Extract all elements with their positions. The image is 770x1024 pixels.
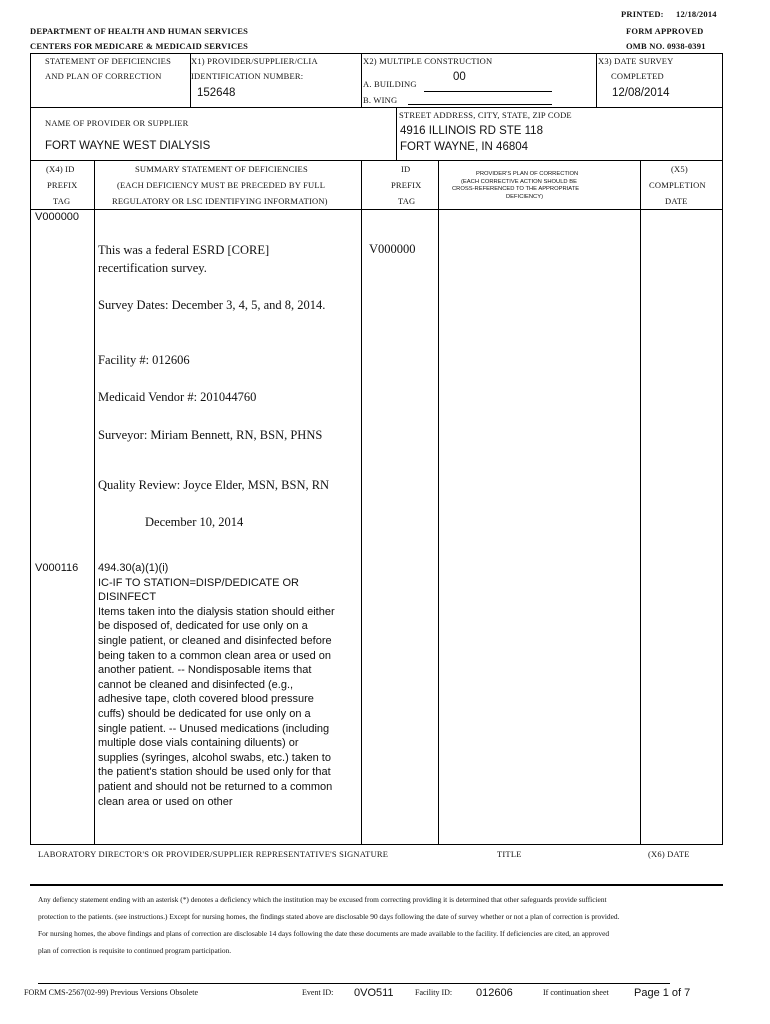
prefix-tag-v000116: V000116 [35, 562, 79, 574]
survey-completed-date: 12/08/2014 [612, 87, 670, 99]
statement-label-1: STATEMENT OF DEFICIENCIES [45, 56, 172, 66]
plan-header-2: (EACH CORRECTIVE ACTION SHOULD BE [461, 179, 577, 185]
x5-header-2: COMPLETION [649, 180, 706, 190]
omb-number: OMB NO. 0938-0391 [626, 41, 706, 51]
review-date: December 10, 2014 [145, 515, 244, 529]
id-header-2: PREFIX [391, 180, 422, 190]
summary-header-2: (EACH DEFICIENCY MUST BE PRECEDED BY FULL [117, 180, 326, 190]
x4-header-1: (X4) ID [46, 164, 75, 174]
wing-label: B. WING [363, 95, 398, 105]
statement-label-2: AND PLAN OF CORRECTION [45, 71, 162, 81]
centers-name: CENTERS FOR MEDICARE & MEDICAID SERVICES [30, 41, 249, 51]
page-number: Page 1 of 7 [634, 987, 691, 999]
event-id-label: Event ID: [302, 988, 334, 997]
address-line-2: FORT WAYNE, IN 46804 [400, 141, 529, 153]
x3-label-1: X3) DATE SURVEY [598, 56, 674, 66]
surveyor: Surveyor: Miriam Bennett, RN, BSN, PHNS [98, 428, 323, 442]
x6-date-label: (X6) DATE [648, 849, 690, 859]
plan-header-4: DEFICIENCY) [506, 194, 544, 200]
form-approved: FORM APPROVED [626, 26, 704, 36]
provider-name-label: NAME OF PROVIDER OR SUPPLIER [45, 118, 189, 128]
id-header-3: TAG [398, 196, 416, 206]
x2-label: X2) MULTIPLE CONSTRUCTION [363, 56, 493, 66]
prefix-tag-v000000: V000000 [35, 211, 80, 223]
survey-dates: Survey Dates: December 3, 4, 5, and 8, 2014. [98, 298, 326, 312]
address-label: STREET ADDRESS, CITY, STATE, ZIP CODE [399, 110, 572, 120]
id-header-1: ID [401, 164, 411, 174]
regulation-title: IC-IF TO STATION=DISP/DEDICATE OR DISINFECT [98, 576, 299, 604]
regulation-text: Items taken into the dialysis station should either be disposed of, dedicated for use only on a single patient, or cleaned and disinfected before being taken to a common clean area or used on another patient. -- Nondisposable items that cannot be cleaned and disinfected (e.g., adhesive tape, cloth covered blood pressure cuffs) should be dedicated for use only on a single patient. -- Unused medications (including multiple dose vials containing diluents) or supplies (syringes, alcohol swabs, etc.) taken to the patient's station should be used only for that patient and should not be returned to a common clean area or used on other [98, 605, 335, 808]
summary-header-1: SUMMARY STATEMENT OF DEFICIENCIES [135, 164, 308, 174]
summary-header-3: REGULATORY OR LSC IDENTIFYING INFORMATION) [112, 196, 328, 206]
building-value: 00 [453, 71, 466, 83]
id-tag-v000000: V000000 [369, 242, 416, 256]
director-signature-label: LABORATORY DIRECTOR'S OR PROVIDER/SUPPLIER REPRESENTATIVE'S SIGNATURE [38, 849, 389, 859]
regulation-reference: 494.30(a)(1)(i) [98, 562, 169, 574]
plan-header-3: CROSS-REFERENCED TO THE APPROPRIATE [452, 186, 580, 192]
event-id-value: 0VO511 [354, 987, 394, 999]
facility-number: Facility #: 012606 [98, 353, 190, 367]
x4-header-2: PREFIX [47, 180, 78, 190]
title-label: TITLE [497, 849, 522, 859]
x5-header-3: DATE [665, 196, 688, 206]
x4-header-3: TAG [53, 196, 71, 206]
plan-header-1: PROVIDER'S PLAN OF CORRECTION [476, 171, 579, 177]
address-line-1: 4916 ILLINOIS RD STE 118 [400, 125, 543, 137]
x1-label-2: IDENTIFICATION NUMBER: [191, 71, 304, 81]
facility-id-value: 012606 [476, 987, 513, 999]
form-number: FORM CMS-2567(02-99) Previous Versions Obsolete [24, 988, 199, 997]
provider-name: FORT WAYNE WEST DIALYSIS [45, 140, 211, 152]
building-label: A. BUILDING [363, 79, 417, 89]
x1-label-1: X1) PROVIDER/SUPPLIER/CLIA [191, 56, 318, 66]
facility-id-label: Facility ID: [415, 988, 453, 997]
x5-header-1: (X5) [671, 164, 688, 174]
provider-id-number: 152648 [197, 87, 236, 99]
survey-intro: This was a federal ESRD [CORE] recertification survey. [98, 243, 270, 275]
medicaid-vendor: Medicaid Vendor #: 201044760 [98, 390, 257, 404]
x3-label-2: COMPLETED [611, 71, 664, 81]
department-name: DEPARTMENT OF HEALTH AND HUMAN SERVICES [30, 26, 249, 36]
continuation-label: If continuation sheet [543, 988, 609, 997]
disclaimer-text: Any defiency statement ending with an asterisk (*) denotes a deficiency which the institution may be excused from correcting providing it is determined that other safeguards provide sufficient protection to the patients. (see instructions.) Except for nursing homes, the findings stated above are disclosable 90 days following the date of survey whether or not a plan of correction is provided. For nursing homes, the above findings and plans of correction are disclosable 14 days following the date these documents are made available to the facility. If deficiencies are cited, an approved plan of correction is requisite to continued program participation. [38, 895, 620, 955]
printed-date: 12/18/2014 [676, 9, 717, 19]
quality-review: Quality Review: Joyce Elder, MSN, BSN, RN [98, 478, 330, 492]
printed-label: PRINTED: [621, 9, 664, 19]
